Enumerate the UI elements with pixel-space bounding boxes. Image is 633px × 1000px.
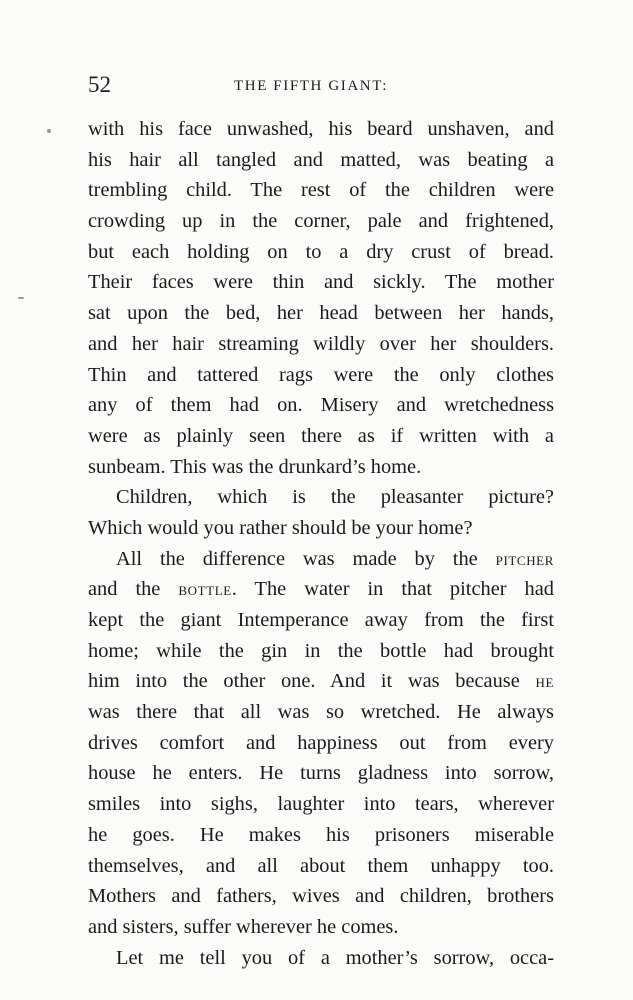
text-line: kept the giant Intemperance away from the first: [88, 609, 554, 631]
text-line: Children, which is the pleasanter picture?: [116, 486, 554, 509]
text-line: were as plainly seen there as if written with a: [88, 424, 554, 447]
text-line: he goes. He makes his prisoners miserable: [88, 823, 554, 846]
text-line: Thin and tattered rags were the only clothes: [88, 363, 554, 386]
text-line: Their faces were thin and sickly. The mother: [88, 271, 554, 294]
text-line: All the difference was made by the pitcher: [116, 547, 554, 570]
text-line: themselves, and all about them unhappy too.: [88, 854, 554, 877]
text-line: with his face unwashed, his beard unshaven, and: [88, 118, 554, 140]
text-line: him into the other one. And it was because he: [88, 670, 554, 693]
text-line: and her hair streaming wildly over her shoulders.: [88, 332, 554, 355]
text-line: and sisters, suffer wherever he comes.: [88, 915, 399, 938]
text-line: sat upon the bed, her head between her hands,: [88, 302, 554, 325]
body-text: [88, 114, 554, 973]
text-line: trembling child. The rest of the children were: [88, 179, 554, 202]
text-line: and the bottle. The water in that pitcher had: [88, 578, 554, 601]
paper-speck: [47, 129, 51, 133]
text-line: crowding up in the corner, pale and frightened,: [88, 210, 554, 233]
text-line: Which would you rather should be your home?: [88, 516, 473, 539]
paper-speck: [18, 297, 24, 299]
text-line: drives comfort and happiness out from every: [88, 731, 554, 754]
text-line: was there that all was so wretched. He always: [88, 701, 554, 724]
text-line: Mothers and fathers, wives and children, brothers: [88, 885, 554, 908]
text-line: Let me tell you of a mother’s sorrow, occa-: [116, 946, 554, 969]
small-caps-word: bottle: [178, 579, 232, 601]
text-line: his hair all tangled and matted, was beating a: [88, 148, 554, 171]
text-line: smiles into sighs, laughter into tears, wherever: [88, 793, 554, 816]
text-line: but each holding on to a dry crust of bread.: [88, 240, 554, 263]
text-line: any of them had on. Misery and wretchedness: [88, 394, 554, 417]
running-head: [88, 72, 560, 102]
small-caps-word: pitcher: [495, 548, 554, 570]
page-number: 52: [88, 72, 111, 97]
small-caps-word: he: [535, 671, 554, 693]
text-line: house he enters. He turns gladness into sorrow,: [88, 762, 554, 785]
running-title: THE FIFTH GIANT:: [234, 78, 389, 94]
text-line: home; while the gin in the bottle had brought: [88, 639, 554, 662]
text-line: sunbeam. This was the drunkard’s home.: [88, 455, 422, 478]
